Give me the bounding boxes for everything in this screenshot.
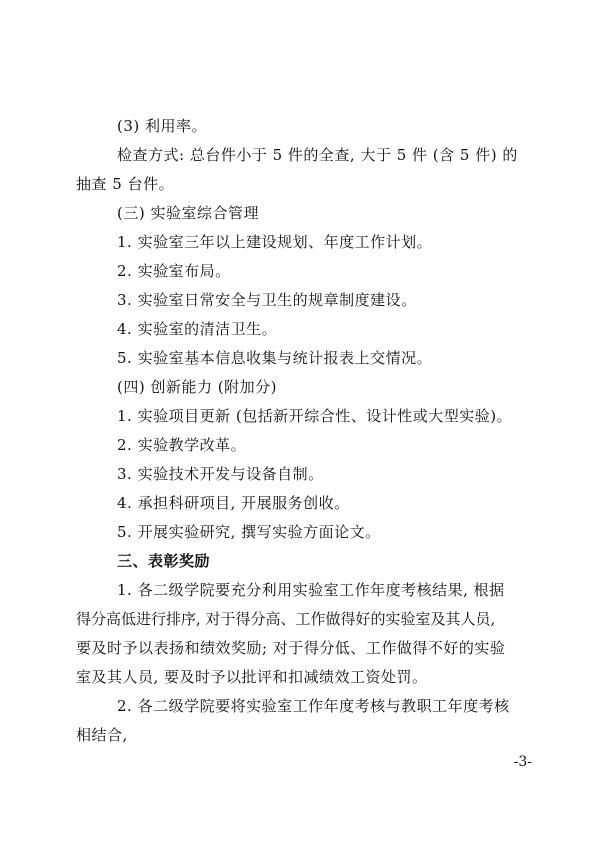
- list-item: 1. 实验项目更新 (包括新开综合性、设计性或大型实验)。: [117, 407, 513, 425]
- list-item: 5. 实验室基本信息收集与统计报表上交情况。: [117, 349, 433, 367]
- text-line: 相结合,: [76, 726, 128, 744]
- text-line: 1. 各二级学院要充分利用实验室工作年度考核结果, 根据: [117, 581, 505, 599]
- text-line: 2. 各二级学院要将实验室工作年度考核与教职工年度考核: [117, 697, 510, 715]
- list-item: 3. 实验技术开发与设备自制。: [117, 465, 324, 483]
- list-item: 3. 实验室日常安全与卫生的规章制度建设。: [117, 291, 417, 309]
- section-heading-bold: 三、表彰奖励: [117, 552, 211, 570]
- section-heading: (四) 创新能力 (附加分): [117, 378, 277, 396]
- text-line: 检查方式: 总台件小于 5 件的全查, 大于 5 件 (含 5 件) 的: [117, 146, 518, 164]
- text-line: 要及时予以表扬和绩效奖励; 对于得分低、工作做得不好的实验: [76, 639, 506, 657]
- list-item: 5. 开展实验研究, 撰写实验方面论文。: [117, 523, 381, 541]
- text-line: 室及其人员, 要及时予以批评和扣减绩效工资处罚。: [76, 668, 428, 686]
- list-item: 4. 承担科研项目, 开展服务创收。: [117, 494, 350, 512]
- list-item: 2. 实验教学改革。: [117, 436, 247, 454]
- text-line: 得分高低进行排序, 对于得分高、工作做得好的实验室及其人员,: [76, 610, 496, 628]
- list-item: 1. 实验室三年以上建设规划、年度工作计划。: [117, 233, 433, 251]
- section-heading: (三) 实验室综合管理: [117, 204, 259, 222]
- list-item: 2. 实验室布局。: [117, 262, 231, 280]
- text-line: 抽查 5 台件。: [76, 175, 175, 193]
- text-line: (3) 利用率。: [117, 117, 208, 135]
- list-item: 4. 实验室的清洁卫生。: [117, 320, 278, 338]
- page-number: -3-: [513, 754, 532, 770]
